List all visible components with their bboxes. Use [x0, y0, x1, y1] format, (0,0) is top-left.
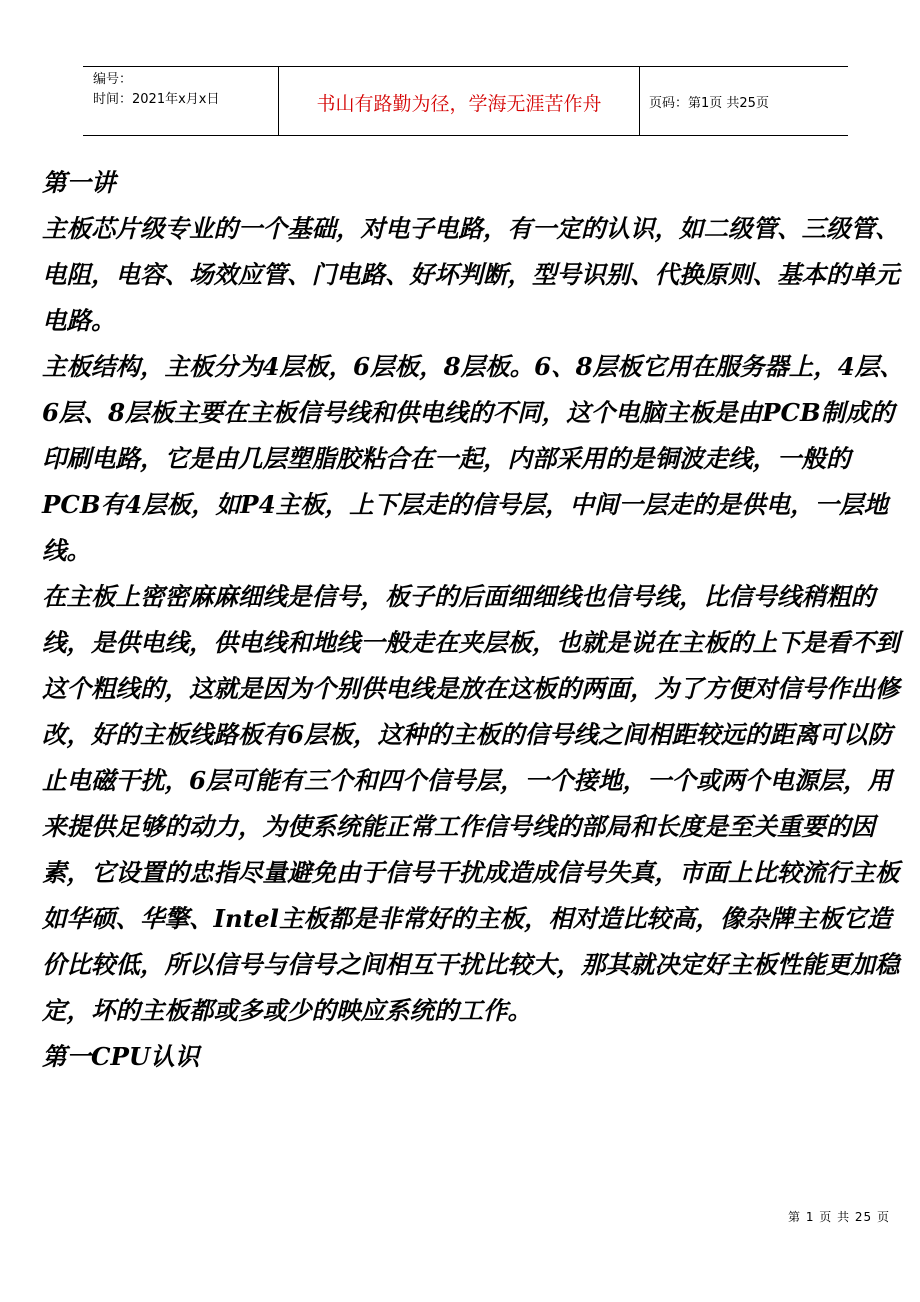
header-page-code: 页码：第1页 共25页	[649, 95, 769, 111]
document-body	[42, 160, 906, 1080]
header-page-cell	[640, 67, 848, 135]
header-motto-cell	[279, 67, 640, 135]
page-footer	[788, 1208, 890, 1225]
paragraph-board-structure: 主板结构，主板分为4层板，6层板，8层板。6、8层板它用在服务器上，4层、6层、8层板主要在主板信号线和供电线的不同，这个电脑主板是由PCB制成的印刷电路，它是由几层塑脂胶粘合在一起，内部采用的是铜波走线，一般的PCB有4层板，如P4主板，上下层走的信号层，中间一层走的是供电，一层地线。	[42, 352, 904, 565]
paragraph-signal-lines: 在主板上密密麻麻细线是信号，板子的后面细细线也信号线，比信号线稍粗的线，是供电线，供电线和地线一般走在夹层板，也就是说在主板的上下是看不到这个粗线的，这就是因为个别供电线是放在这板的两面，为了方便对信号作出修改，好的主板线路板有6层板，这种的主板的信号线之间相距较远的距离可以防止电磁干扰，6层可能有三个和四个信号层，一个接地，一个或两个电源层，用来提供足够的动力，为使系统能正常工作信号线的部局和长度是至关重要的因素，它设置的忠指尽量避免由于信号干扰成造成信号失真，市面上比较流行主板如华硕、华擎、Intel主板都是非常好的主板，相对造比较高，像杂牌主板它造价比较低，所以信号与信号之间相互干扰比较大，那其就决定好主板性能更加稳定，坏的主板都或多或少的映应系统的工作。	[42, 582, 900, 1025]
header-motto: 书山有路勤为径，学海无涯苦作舟	[316, 92, 602, 115]
header-meta-cell	[83, 67, 279, 135]
document-number-label: 编号：	[93, 72, 133, 87]
page-header	[83, 66, 848, 136]
document-time-label: 时间：2021年x月x日	[93, 92, 220, 107]
section-heading: 第一讲	[42, 168, 116, 197]
paragraph-intro: 主板芯片级专业的一个基础，对电子电路，有一定的认识，如二级管、三级管、电阻，电容、场效应管、门电路、好坏判断，型号识别、代换原则、基本的单元电路。	[42, 214, 900, 335]
section-subheading: 第一CPU认识	[42, 1042, 200, 1071]
footer-page-number: 第 1 页 共 25 页	[788, 1210, 890, 1224]
